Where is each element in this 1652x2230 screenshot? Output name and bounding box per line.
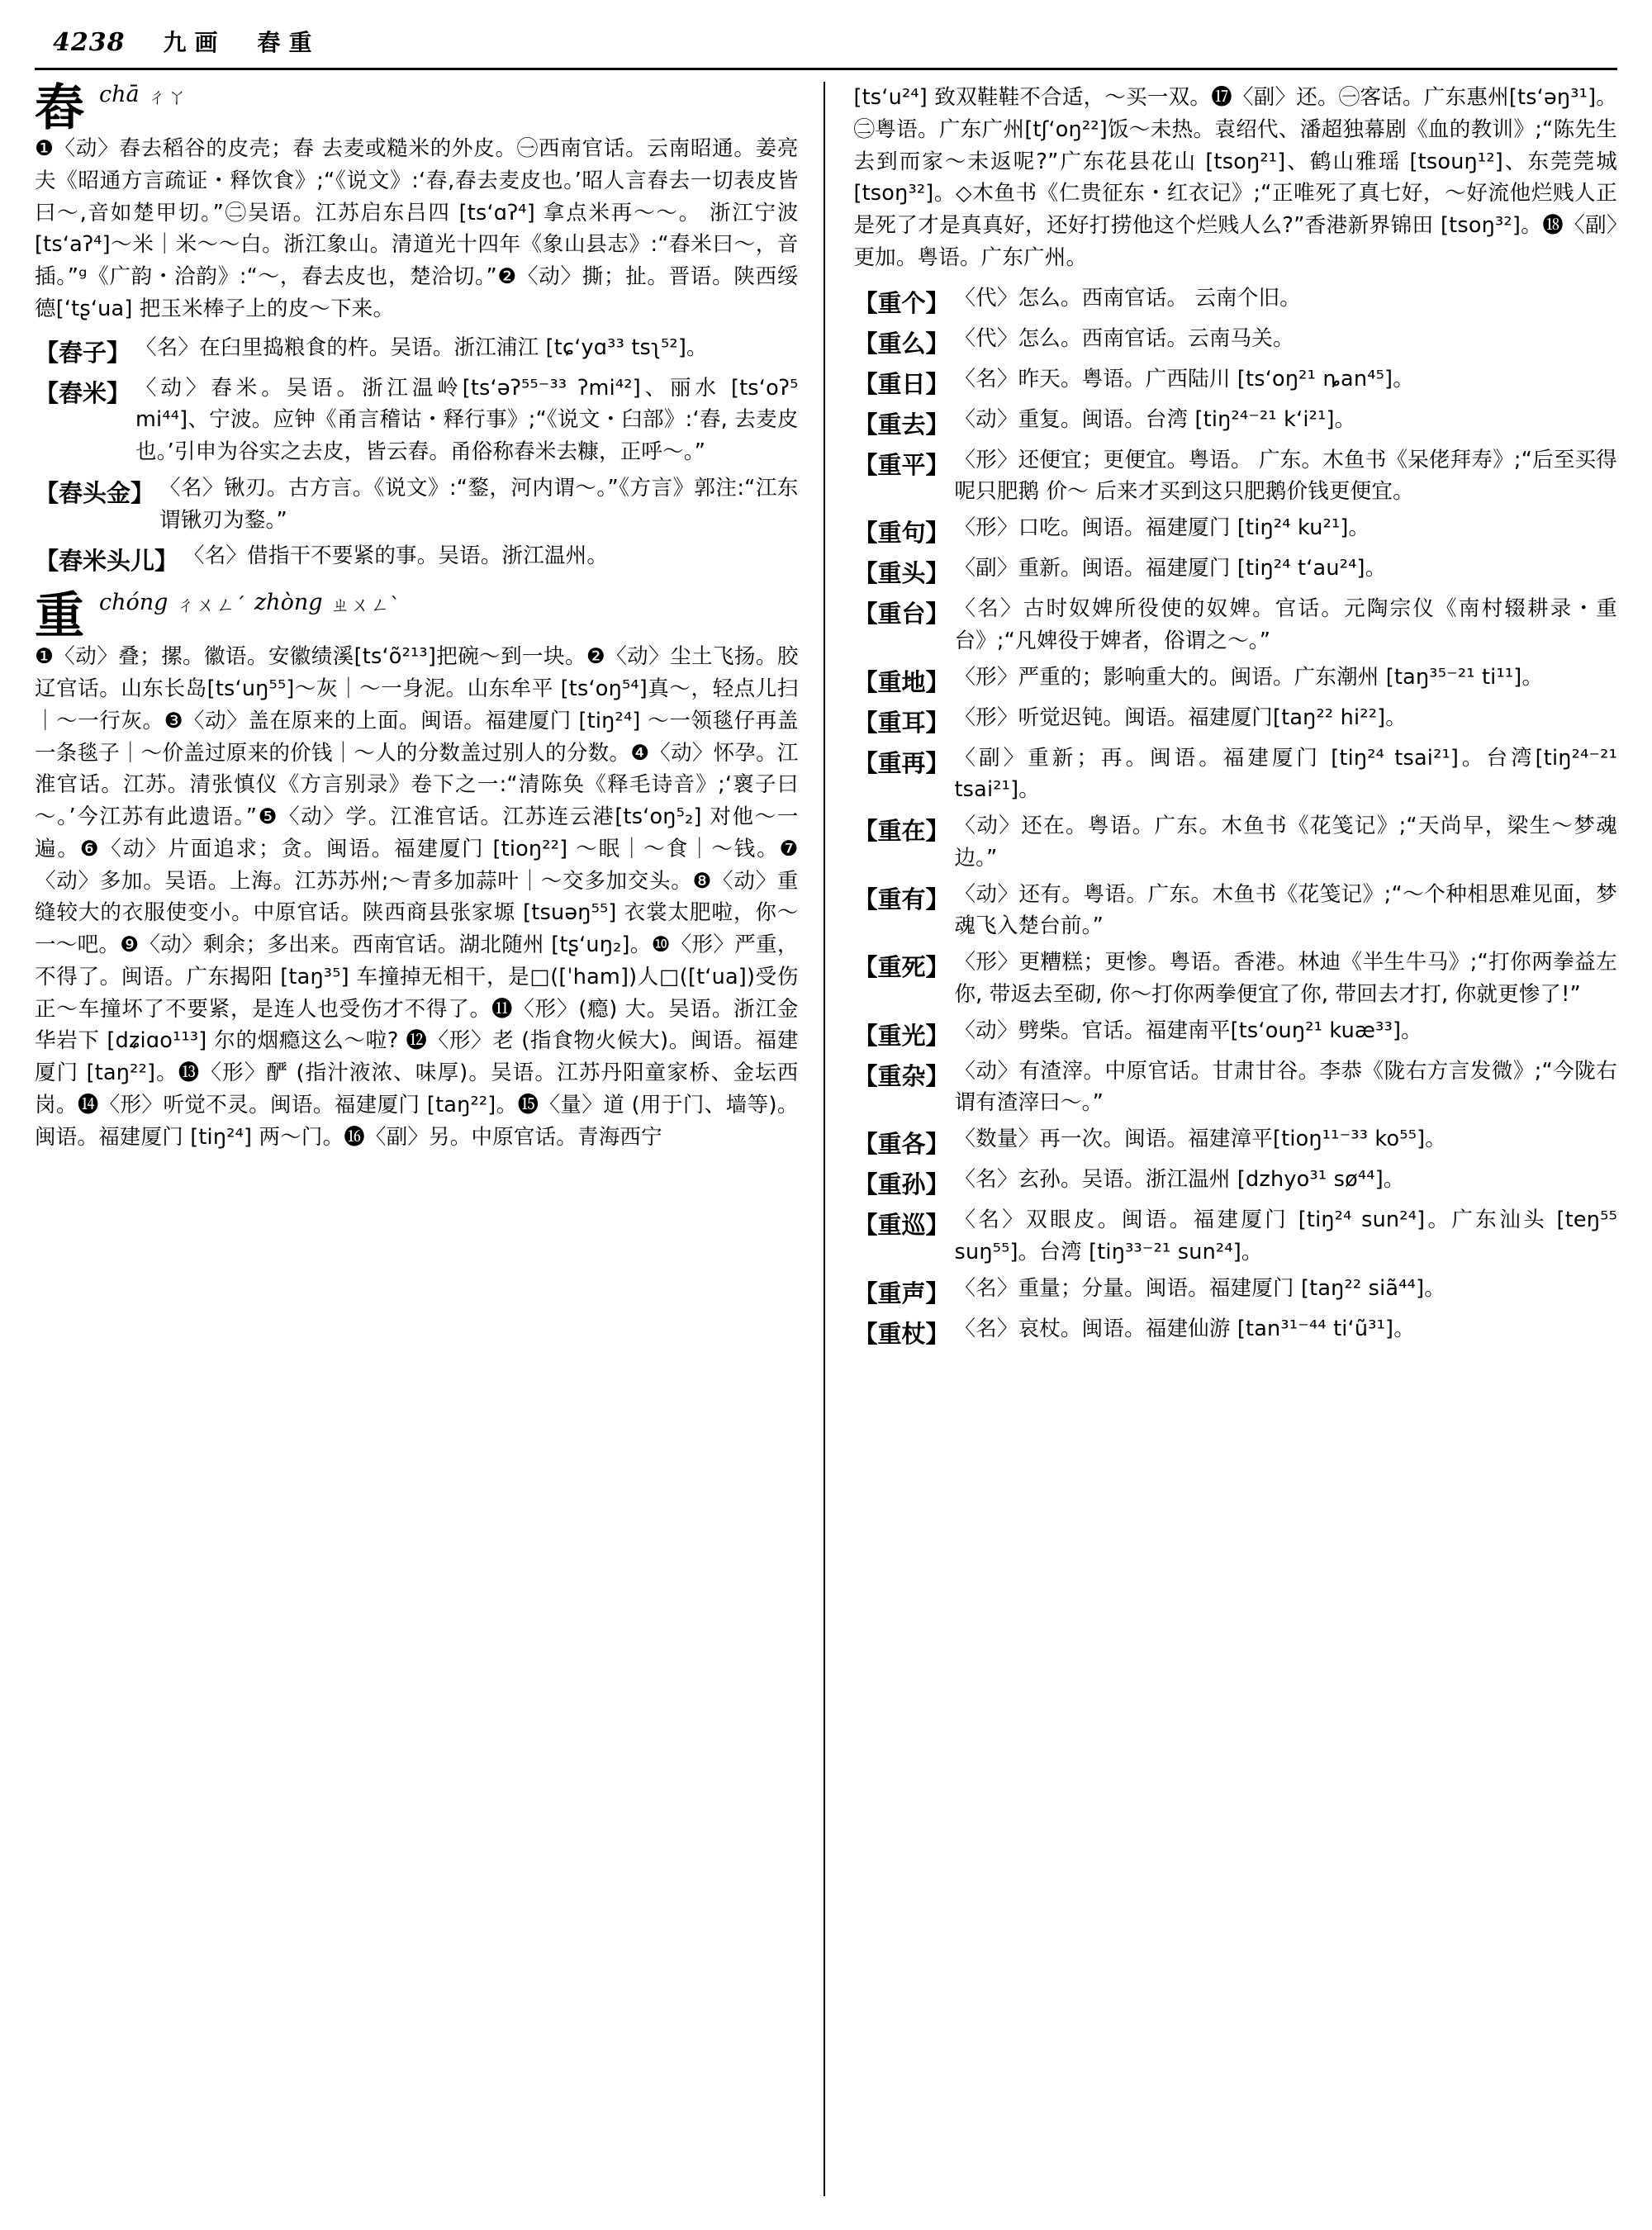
sub-entry-body: 〈动〉有渣滓。中原官话。甘肃甘谷。李恭《陇右方言发微》;“今陇右谓有渣滓曰～。” — [954, 1058, 1617, 1116]
sub-entry-head: 【舂子】 — [35, 338, 131, 367]
sub-entry-body: 〈形〉还便宜；更便宜。粤语。 广东。木鱼书《呆佬拜寿》;“后至买得呢只肥鹅 价～ 后来才买到这只肥鹅价钱更便宜。 — [954, 447, 1617, 505]
text-columns — [35, 79, 1617, 2213]
sub-entry — [853, 512, 1617, 548]
sub-entry-body: 〈名〉双眼皮。闽语。福建厦门 [tiŋ²⁴ sun²⁴]。广东汕头 [teŋ⁵⁵ suŋ⁵⁵]。台湾 [tiŋ³³⁻²¹ sun²⁴]。 — [954, 1208, 1617, 1264]
definition-text-zhong: ❶〈动〉叠；摞。徽语。安徽绩溪[tsʻõ²¹³]把碗～到一块。❷〈动〉尘土飞扬。胶辽官话。山东长岛[tsʻuŋ⁵⁵]～灰｜～一身泥。山东牟平 [tsʻoŋ⁵⁴]真～，轻点儿扫｜～一行灰。❸〈动〉盖在原来的上面。闽语。福建厦门 [tiŋ²⁴] ～一领毯仔再盖一条毯子｜～价盖过原来的价钱｜～人的分数盖过别人的分数。❹〈动〉怀孕。江淮官话。江苏。清张慎仪《方言别录》卷下之一:“清陈奂《释毛诗音》;‘褱子曰～。’今江苏有此遗语。”❺〈动〉学。江淮官话。江苏连云港[tsʻoŋ⁵₂] 对他～一遍。❻〈动〉片面追求；贪。闽语。福建厦门 [tioŋ²²] ～眠｜～食｜～钱。❼〈动〉多加。吴语。上海。江苏苏州;～青多加蒜叶｜～交多加交头。❽〈动〉重缝较大的衣服使变小。中原官话。陕西商县张家塬 [tsuəŋ⁵⁵] 衣裳太肥啦，你～一～吧。❾〈动〉剩余；多出来。西南官话。湖北随州 [tʂʻuŋ₂]。❿〈形〉严重，不得了。闽语。广东揭阳 [taŋ³⁵] 车撞掉无相干，是□([ˈham])人□([tʻua])受伤正～车撞坏了不要紧，是连人也受伤才不得了。⓫〈形〉(瘾) 大。吴语。浙江金华岩下 [dʑiɑo¹¹³] 尔的烟瘾这么～啦? ⓬〈形〉老 (指食物火候大)。闽语。福建厦门 [taŋ²²]。⓭〈形〉酽 (指汁液浓、味厚)。吴语。江苏丹阳童家桥、金坛西岗。⓮〈形〉听觉不灵。闽语。福建厦门 [taŋ²²]。⓯〈量〉道 (用于门、墙等)。闽语。福建厦门 [tiŋ²⁴] 两～门。⓰〈副〉另。中原官话。青海西宁 — [35, 644, 799, 1150]
continuation-text: [tsʻu²⁴] 致双鞋鞋不合适，～买一双。⓱〈副〉还。㊀客话。广东惠州[tsʻəŋ³¹]。㊁粤语。广东广州[tʃʻoŋ²²]饭～未热。袁绍代、潘超独幕剧《血的教训》;“陈先生去到而家～未返呢?”广东花县花山 [tsoŋ²¹]、鹤山雅瑶 [tsouŋ¹²]、东莞莞城 [tsoŋ³²]。◇木鱼书《仁贵征东・红衣记》;“正唯死了真七好，～好流他烂贱人正是死了才是真真好，还好打捞他这个烂贱人么?”香港新界锦田 [tsoŋ³²]。⓲〈副〉更加。粤语。广东广州。 — [853, 85, 1617, 270]
sub-entry-head: 【重台】 — [853, 600, 950, 628]
sub-entry-body: 〈代〉怎么。西南官话。 云南个旧。 — [954, 285, 1301, 311]
sub-entry-head: 【重么】 — [853, 329, 950, 358]
pinyin-chong: chā — [99, 82, 140, 107]
sub-entry-body: 〈名〉锹刃。古方言。《说文》:“鍪，河内谓～。”《方言》郭注:“江东谓锹刃为鍪。” — [159, 475, 799, 533]
sub-entry-body: 〈动〉还在。粤语。广东。木鱼书《花笺记》;“天尚早，梁生～梦魂边。” — [954, 814, 1617, 871]
sub-entry — [853, 282, 1617, 319]
sub-entry — [853, 593, 1617, 657]
sub-entry — [853, 1164, 1617, 1200]
sub-entry-head: 【重去】 — [853, 410, 950, 439]
sub-entry-head: 【重杖】 — [853, 1319, 950, 1348]
headword-entry-chong — [35, 79, 799, 325]
zhuyin-chong2: ㄔㄨㄥˊ — [176, 595, 246, 617]
sub-entry-head: 【重耳】 — [853, 708, 950, 737]
sub-entry-head: 【重各】 — [853, 1130, 950, 1158]
sub-entry — [853, 1204, 1617, 1269]
sub-entry-body: 〈形〉严重的；影响重大的。闽语。广东潮州 [taŋ³⁵⁻²¹ ti¹¹]。 — [954, 664, 1544, 690]
column-divider — [824, 82, 826, 2196]
right-column — [828, 82, 1617, 2213]
sub-entry-body: 〈名〉古时奴婢所役使的奴婢。官话。元陶宗仪《南村辍耕录・重台》;“凡婢役于婢者，俗谓之～。” — [954, 596, 1617, 653]
sub-entry-head: 【重平】 — [853, 450, 950, 479]
sub-entry-body: 〈名〉重量；分量。闽语。福建厦门 [taŋ²² siã⁴⁴]。 — [954, 1275, 1446, 1301]
sub-entry — [853, 662, 1617, 698]
definition-text-chong: ❶〈动〉舂去稻谷的皮壳；舂 去麦或糙米的外皮。㊀西南官话。云南昭通。姜亮夫《昭通方言疏证・释饮食》;“《说文》:‘舂,舂去麦皮也。’昭人言舂去一切表皮皆曰～,音如楚甲切。”㊁吴语。江苏启东吕四 [tsʻɑʔ⁴] 拿点米再～～。 浙江宁波[tsʻaʔ⁴]～米｜米～～白。浙江象山。清道光十四年《象山县志》:“舂米曰～，音插。”ᵍ《广韵・洽韵》:“～，舂去皮也，楚洽切。”❷〈动〉撕；扯。晋语。陕西绥德[‘tʂʻua] 把玉米棒子上的皮～下来。 — [35, 136, 799, 321]
sub-entry — [853, 1056, 1617, 1120]
sub-entry-body: 〈副〉重新；再。闽语。福建厦门 [tiŋ²⁴ tsai²¹]。台湾[tiŋ²⁴⁻²¹ tsai²¹]。 — [954, 745, 1617, 803]
sub-entry — [853, 1123, 1617, 1160]
sub-entry — [853, 444, 1617, 509]
sub-entry — [853, 1015, 1617, 1051]
sub-entry — [35, 472, 799, 537]
sub-entry — [853, 1273, 1617, 1309]
sub-entry-head: 【重巡】 — [853, 1211, 950, 1239]
sub-entry-body: 〈名〉在臼里捣粮食的杵。吴语。浙江浦江 [tɕʻyɑ³³ tsʅ⁵²]。 — [135, 334, 708, 360]
headword-entry-zhong — [35, 587, 799, 1153]
page-number: 4238 — [53, 28, 126, 57]
sub-entry-head: 【舂米头儿】 — [35, 547, 179, 576]
sub-entry-body: 〈形〉更糟糕；更惨。粤语。香港。林迪《半生牛马》;“打你两拳益左你, 带返去至砌, 你～打你两拳便宜了你, 带回去才打, 你就更惨了!” — [954, 950, 1617, 1007]
sub-entry-body: 〈名〉借指干不要紧的事。吴语。浙江温州。 — [183, 543, 609, 569]
header-rule — [35, 68, 1617, 70]
sub-entry-head: 【舂米】 — [35, 378, 131, 407]
sub-entry-body: 〈动〉重复。闽语。台湾 [tiŋ²⁴⁻²¹ kʻi²¹]。 — [954, 406, 1356, 432]
sub-entry-head: 【重再】 — [853, 748, 950, 777]
sub-entry-head: 【重孙】 — [853, 1170, 950, 1198]
sub-entry — [853, 810, 1617, 875]
sub-entry-head: 【重光】 — [853, 1021, 950, 1050]
sub-entry-head: 【重日】 — [853, 369, 950, 398]
sub-entry — [35, 332, 799, 368]
sub-entry — [853, 404, 1617, 440]
sub-entry — [853, 323, 1617, 359]
sub-entry-head: 【重在】 — [853, 817, 950, 845]
sub-entry — [853, 702, 1617, 738]
page-header — [35, 25, 1617, 64]
sub-entry-body: 〈动〉还有。粤语。广东。木鱼书《花笺记》;“～个种相思难见面，梦魂飞入楚台前。” — [954, 881, 1617, 939]
sub-entry-body: 〈数量〉再一次。闽语。福建漳平[tioŋ¹¹⁻³³ ko⁵⁵]。 — [954, 1127, 1446, 1151]
running-head: 九画 舂重 — [163, 29, 320, 56]
headword-char-chong: 舂 — [35, 79, 84, 137]
pinyin-chong2: chóng — [99, 590, 169, 616]
sub-entry-head: 【舂头金】 — [35, 478, 155, 507]
pinyin-zhong: zhòng — [254, 590, 323, 616]
sub-entry — [35, 372, 799, 468]
sub-entry-head: 【重有】 — [853, 885, 950, 913]
sub-entry — [853, 947, 1617, 1011]
sub-entry-body: 〈名〉昨天。粤语。广西陆川 [tsʻoŋ²¹ ȵan⁴⁵]。 — [954, 366, 1414, 391]
sub-entry — [853, 553, 1617, 589]
sub-entry — [35, 540, 799, 576]
sub-entry — [853, 1313, 1617, 1350]
sub-entry-body: 〈代〉怎么。西南官话。云南马关。 — [954, 325, 1294, 351]
zhuyin-chong: ㄔㄚ — [147, 87, 188, 108]
sub-entry-head: 【重头】 — [853, 559, 950, 587]
zhuyin-zhong: ㄓㄨㄥˋ — [330, 595, 401, 617]
sub-entry-body: 〈副〉重新。闽语。福建厦门 [tiŋ²⁴ tʻau²⁴]。 — [954, 556, 1387, 581]
sub-entry-body: 〈名〉哀杖。闽语。福建仙游 [tan³¹⁻⁴⁴ tiʻũ³¹]。 — [954, 1316, 1415, 1341]
sub-entry-body: 〈名〉玄孙。吴语。浙江温州 [dzhyo³¹ sø⁴⁴]。 — [954, 1167, 1405, 1192]
sub-entry-body: 〈形〉口吃。闽语。福建厦门 [tiŋ²⁴ ku²¹]。 — [954, 515, 1370, 540]
sub-entry-head: 【重死】 — [853, 953, 950, 981]
sub-entry — [853, 743, 1617, 807]
sub-entry — [853, 879, 1617, 943]
sub-entry-head: 【重声】 — [853, 1279, 950, 1307]
sub-entry-head: 【重个】 — [853, 288, 950, 317]
sub-entry-head: 【重杂】 — [853, 1061, 950, 1090]
sub-entry-head: 【重地】 — [853, 667, 950, 696]
sub-entry — [853, 363, 1617, 400]
sub-entry-body: 〈动〉劈柴。官话。福建南平[tsʻouŋ²¹ kuæ³³]。 — [954, 1018, 1422, 1043]
headword-char-zhong: 重 — [35, 587, 84, 646]
sub-entry-head: 【重句】 — [853, 519, 950, 547]
sub-entry-body: 〈形〉听觉迟钝。闽语。福建厦门[taŋ²² hi²²]。 — [954, 705, 1407, 730]
sub-entry-body: 〈动〉舂米。吴语。浙江温岭[tsʻəʔ⁵⁵⁻³³ ʔmi⁴²]、丽水 [tsʻoʔ⁵ mi⁴⁴]、宁波。应钟《甬言稽诂・释行事》;“《说文・臼部》:‘舂, 去麦皮也。’引申为谷实之去皮，皆云舂。甬俗称舂米去糠，正呼～。” — [135, 375, 799, 464]
left-column — [35, 79, 820, 2213]
